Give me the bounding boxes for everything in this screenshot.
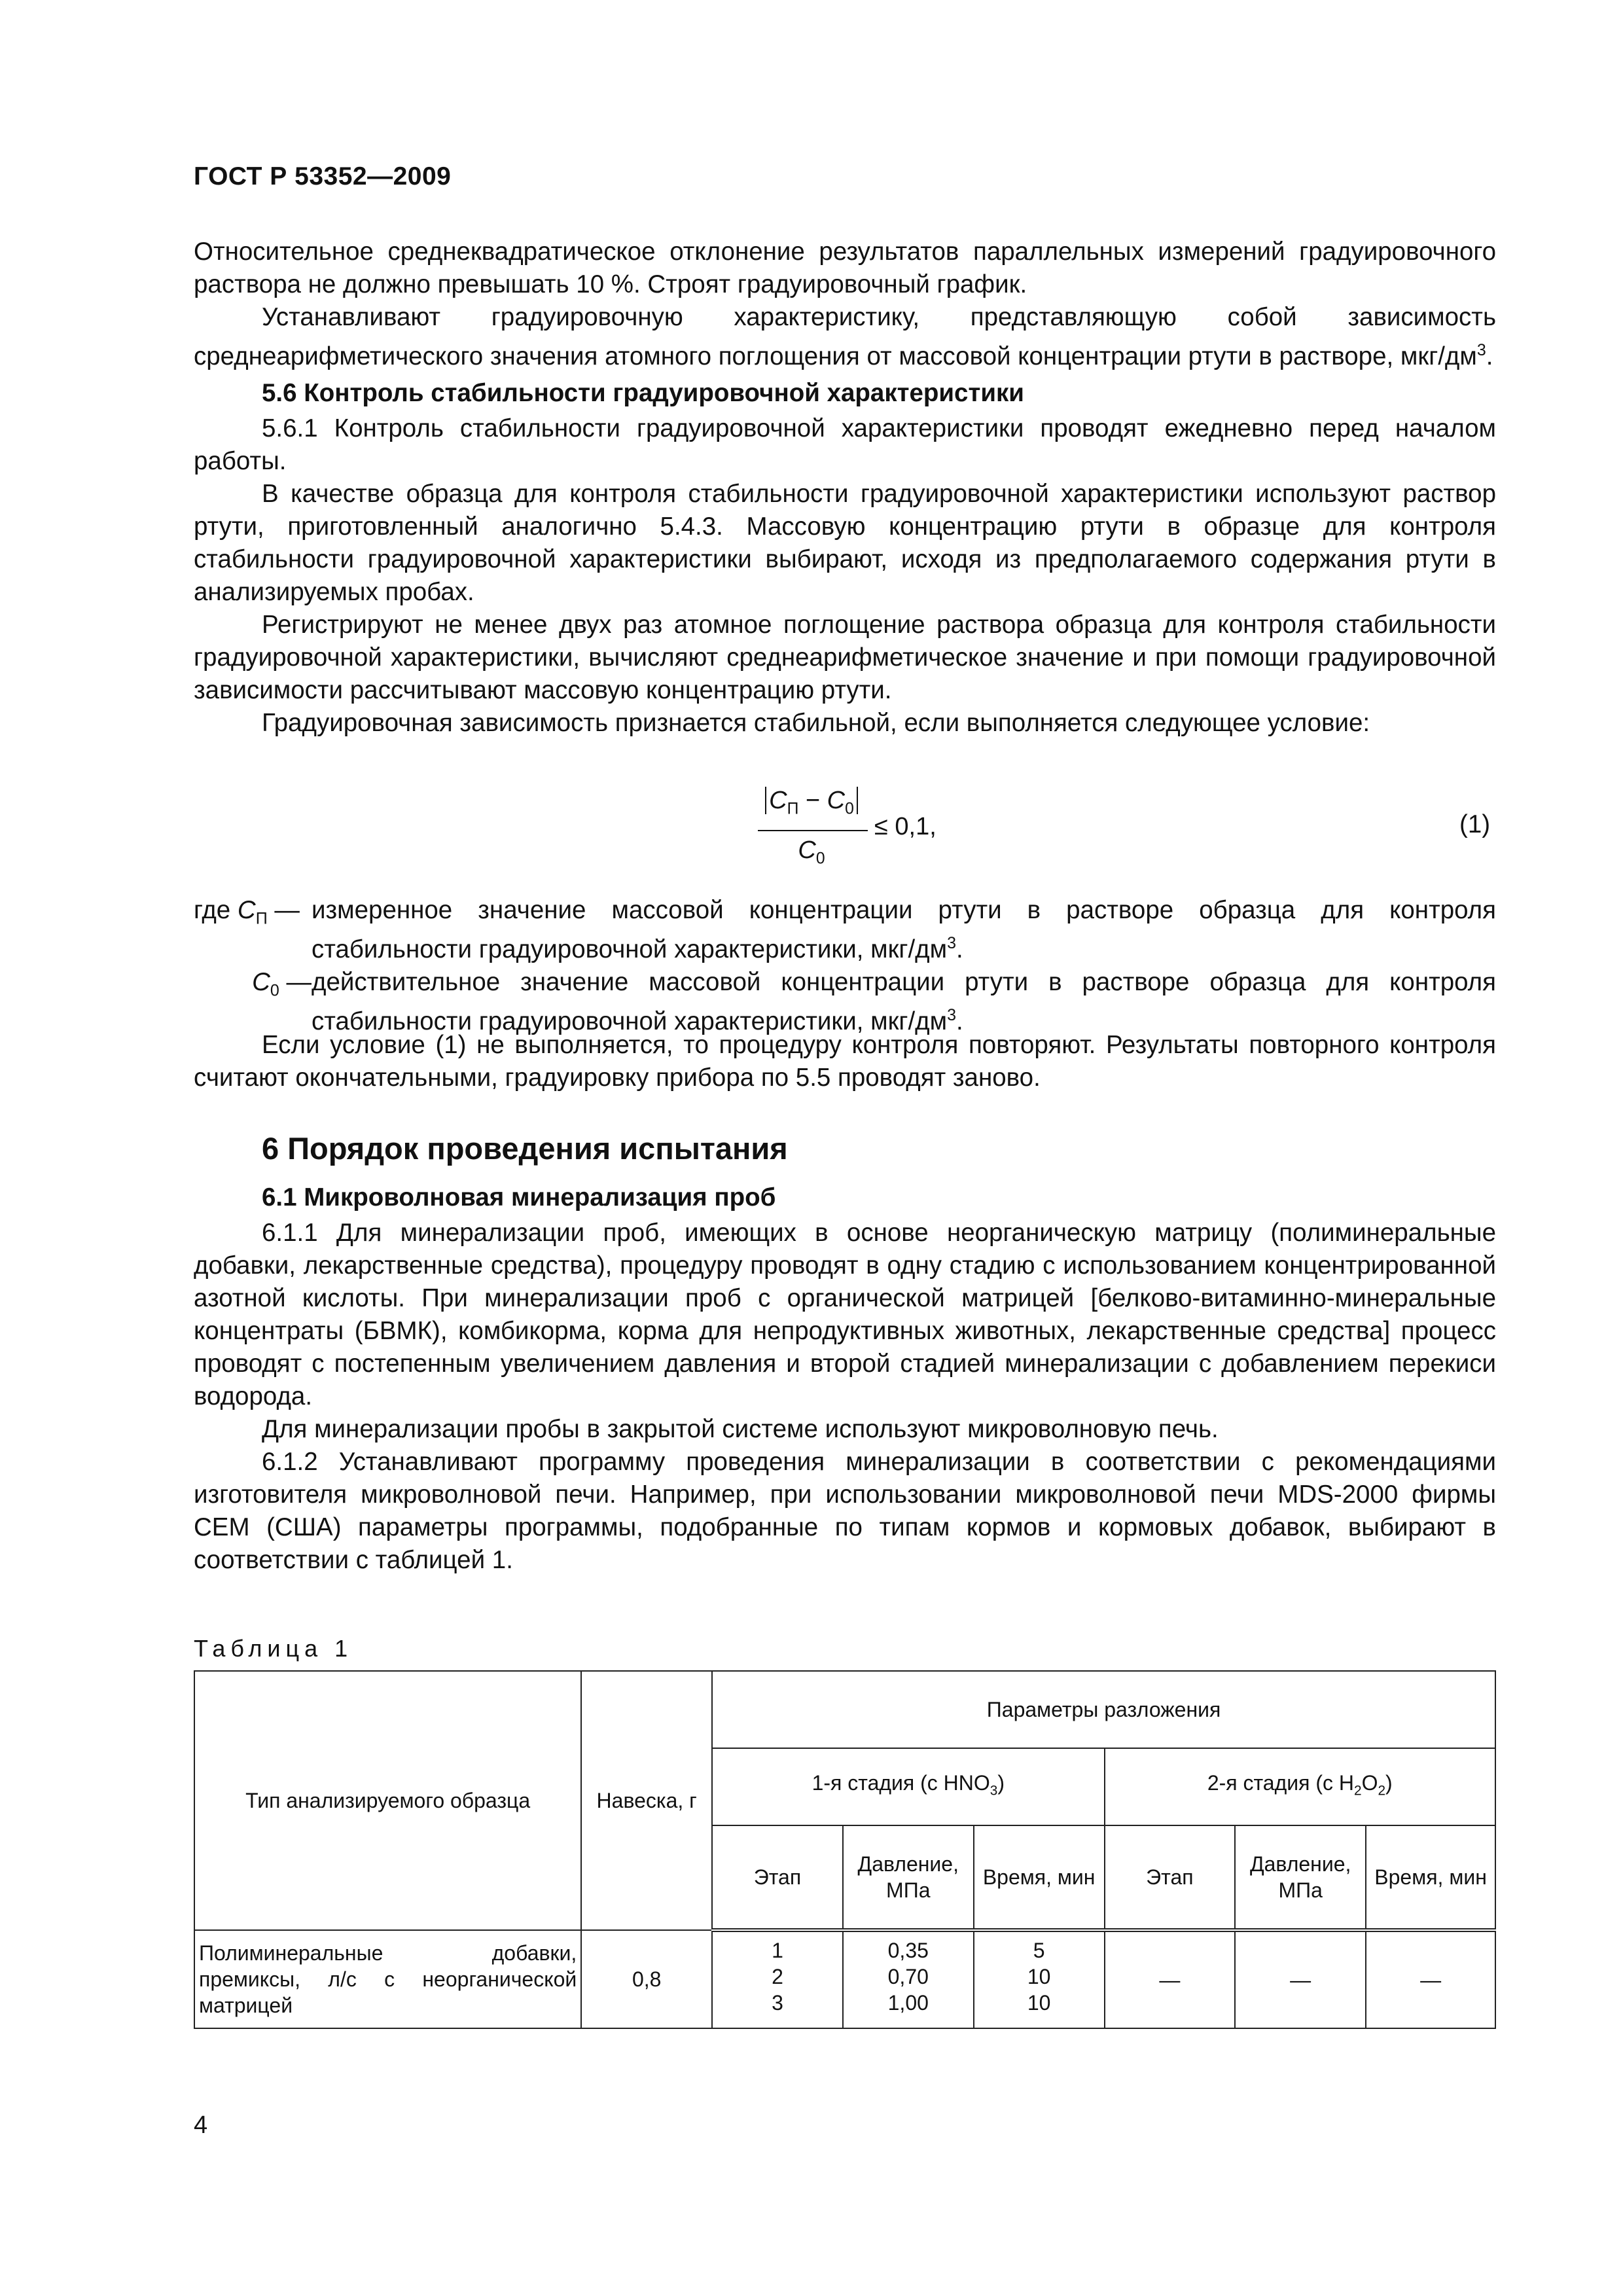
cell-stage2-step: —	[1105, 1930, 1236, 2028]
paragraph-5-6-3: Регистрируют не менее двух раз атомное поглощение раствора образца для контроля стабильности градуировочной характеристики, вычисляют среднеарифметическое значение и при помощи градуировочной зависимости рассчитывают массовую концентрацию ртути.	[194, 610, 1496, 704]
section-6-text	[194, 1129, 1496, 1577]
paragraph-5-6-2: В качестве образца для контроля стабильности градуировочной характеристики используют раствор ртути, приготовленный аналогично 5.4.3. Массовую концентрацию ртути в образце для контроля стабильности градуировочной характеристики выбирают, исходя из предполагаемого содержания ртути в анализируемых пробах.	[194, 479, 1496, 606]
header-stage-2: 2-я стадия (с $H_2O_2$)	[1105, 1748, 1495, 1825]
header-stage1-time: Время, мин	[974, 1825, 1105, 1930]
header-weight: Навеска, г	[581, 1671, 712, 1930]
paragraph-6-1-2: 6.1.2 Устанавливают программу проведения минерализации в соответствии с рекомендациями изготовителя микроволновой печи. Например, при использовании микроволновой печи MDS-2000 фирмы CEM (США) параметры программы, подобранные по типам кормов и кормовых добавок, выбирают в соответствии с таблицей 1.	[194, 1448, 1496, 1574]
heading-6-1: 6.1 Микроволновая минерализация проб	[262, 1183, 776, 1211]
repeat-control-text	[194, 1029, 1496, 1094]
paragraph-calibration-characteristic: Устанавливают градуировочную характеристику, представляющую собой зависимость среднеарифметического значения атомного поглощения от массовой концентрации ртути в растворе, мкг/$дм^3$.	[194, 303, 1496, 370]
legend-row-cp: где $C_П$ — измеренное значение массовой концентрации ртути в растворе образца для контроля стабильности градуировочной характеристики, мкг/$дм^3$.	[194, 896, 1496, 963]
cell-weight: 0,8	[581, 1930, 712, 2028]
paragraph-5-6-1: 5.6.1 Контроль стабильности градуировочной характеристики проводят ежедневно перед началом работы.	[194, 414, 1496, 475]
table-row	[194, 1930, 1495, 2028]
equation-number: (1)	[1459, 810, 1491, 838]
fraction-bar	[758, 830, 868, 831]
heading-5-6: 5.6 Контроль стабильности градуировочной характеристики	[262, 378, 1024, 407]
header-stage2-time: Время, мин	[1366, 1825, 1495, 1930]
formula-numerator: $C_П - C_0$	[753, 787, 870, 819]
cell-stage2-pressure: —	[1235, 1930, 1366, 2028]
header-stage2-pressure: Давление, МПа	[1235, 1825, 1366, 1930]
page-number: 4	[194, 2111, 208, 2139]
header-stage2-step: Этап	[1105, 1825, 1236, 1930]
digestion-parameters-table	[194, 1670, 1496, 2029]
paragraph-6-1-1: 6.1.1 Для минерализации проб, имеющих в основе неорганическую матрицу (полиминеральные добавки, лекарственные средства), процедуру проводят в одну стадию с использованием концентрированной азотной кислоты. При минерализации проб с органической матрицей [белково-витаминно-минеральные концентраты (БВМК), комбикорма, корма для непродуктивных животных, лекарственные средства] процесс проводят с постепенным увеличением давления и второй стадией минерализации с добавлением перекиси водорода.	[194, 1219, 1496, 1410]
formula-legend	[194, 894, 1496, 1038]
cell-stage1-steps: 1 2 3	[712, 1930, 843, 2028]
heading-section-6: 6 Порядок проведения испытания	[262, 1131, 788, 1166]
section-5-text	[194, 236, 1496, 740]
header-stage-1: 1-я стадия (с $HNO_3$)	[712, 1748, 1104, 1825]
cell-sample-type: Полиминеральные добавки, премиксы, л/с с неорганической матрицей	[194, 1930, 581, 2028]
table-caption: Таблица 1	[194, 1635, 353, 1662]
header-stage1-step: Этап	[712, 1825, 843, 1930]
header-stage1-pressure: Давление, МПа	[843, 1825, 974, 1930]
formula-rhs: ≤ 0,1,	[874, 813, 936, 840]
formula-stability-condition	[753, 787, 949, 872]
header-digestion-params: Параметры разложения	[712, 1671, 1495, 1748]
legend-row-c0: $C_0$ — действительное значение массовой концентрации ртути в растворе образца для контроля стабильности градуировочной характеристики, мкг/$дм^3$.	[252, 967, 1496, 1035]
cell-stage1-times: 5 10 10	[974, 1930, 1105, 2028]
formula-denominator: $C_0$	[798, 836, 825, 868]
header-sample-type: Тип анализируемого образца	[194, 1671, 581, 1930]
paragraph-repeat-control: Если условие (1) не выполняется, то процедуру контроля повторяют. Результаты повторного контроля считают окончательными, градуировку прибора по 5.5 проводят заново.	[194, 1031, 1496, 1092]
document-id: ГОСТ Р 53352—2009	[194, 162, 452, 190]
cell-stage1-pressures: 0,35 0,70 1,00	[843, 1930, 974, 2028]
paragraph-rsd: Относительное среднеквадратическое отклонение результатов параллельных измерений градуировочного раствора не должно превышать 10 %. Строят градуировочный график.	[194, 238, 1496, 298]
paragraph-6-1-1-b: Для минерализации пробы в закрытой системе используют микроволновую печь.	[262, 1415, 1219, 1443]
cell-stage2-time: —	[1366, 1930, 1495, 2028]
paragraph-5-6-4: Градуировочная зависимость признается стабильной, если выполняется следующее условие:	[262, 708, 1370, 737]
